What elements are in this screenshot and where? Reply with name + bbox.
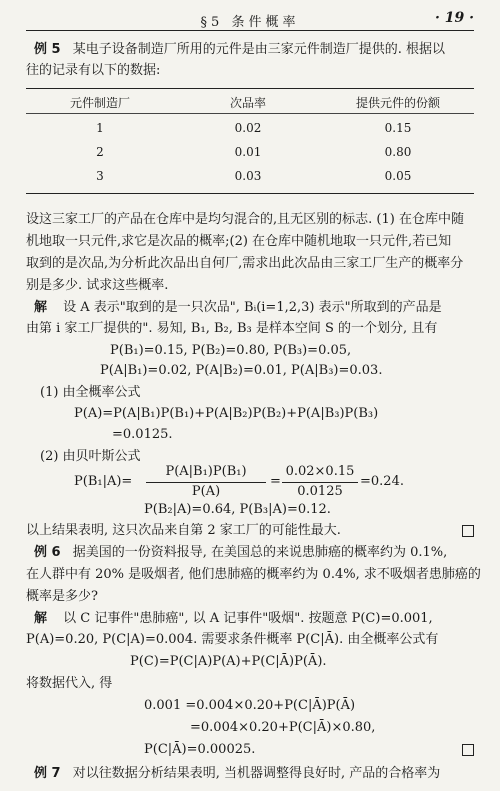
example5-intro-2: 往的记录有以下的数据:	[26, 63, 161, 78]
running-header	[26, 8, 474, 31]
example7-label: 例 7	[34, 766, 61, 781]
section-title: §5 条件概率	[200, 15, 300, 30]
example6-line1	[34, 545, 447, 561]
table-cell: 3	[96, 169, 104, 183]
equation: 0.001 =0.004×0.20+P(C|Ā)P(Ā)	[144, 698, 356, 713]
table-cell: 1	[96, 121, 104, 135]
example6-text: 据美国的一份资料报导, 在美国总的来说患肺癌的概率约为 0.1%,	[72, 545, 448, 560]
bayes-denominator-value: 0.0125	[297, 484, 343, 499]
bayes-lhs: P(B₁|A)=	[74, 474, 133, 489]
solution6-text: 以 C 记事件"患肺癌", 以 A 记事件"吸烟". 按题意 P(C)=0.001,	[63, 611, 433, 626]
table-cell: 2	[96, 145, 104, 159]
table-header-share: 提供元件的份额	[355, 96, 441, 110]
table-cell: 0.05	[384, 169, 412, 183]
table-header-defect-rate: 次品率	[229, 96, 267, 110]
table-cell: 0.03	[234, 169, 262, 183]
equals-sign: =	[270, 474, 281, 489]
example7-text: 对以往数据分析结果表明, 当机器调整得良好时, 产品的合格率为	[72, 766, 441, 781]
solution5-text: 设 A 表示"取到的是一只次品", Bᵢ(i=1,2,3) 表示"所取到的产品是	[63, 300, 442, 315]
equation: =0.0125.	[112, 427, 173, 442]
equation: =0.004×0.20+P(C|Ā)×0.80,	[190, 720, 376, 735]
bayes-numerator-value: 0.02×0.15	[285, 464, 355, 479]
page-number: · 19 ·	[435, 10, 474, 26]
solution6-line1	[34, 611, 433, 627]
bayes-denominator: P(A)	[191, 484, 221, 499]
table-header-factory: 元件制造厂	[69, 96, 131, 110]
problem-line: 取到的是次品,为分析此次品出自何厂,需求出此次品由三家工厂生产的概率分	[26, 256, 464, 271]
example5-line1	[34, 42, 445, 58]
solution6-sub-label: 将数据代入, 得	[26, 676, 113, 691]
example7-line1	[34, 766, 440, 782]
solution5-line2: 由第 i 家工厂提供的". 易知, B₁, B₂, B₃ 是样本空间 S 的一个划分, 且有	[26, 321, 438, 336]
conclusion: 以上结果表明, 这只次品来自第 2 家工厂的可能性最大.	[26, 523, 341, 538]
bayes-result: =0.24.	[360, 474, 404, 489]
data-table	[26, 88, 474, 194]
solution5-label: 解	[34, 300, 48, 315]
table-cell: 0.80	[384, 145, 412, 159]
bayes-numerator: P(A|B₁)P(B₁)	[165, 464, 247, 479]
end-of-proof-box	[462, 744, 474, 756]
fraction-bar	[282, 482, 358, 483]
table-cell: 0.02	[234, 121, 262, 135]
end-of-proof-box	[462, 525, 474, 537]
solution5-line1	[34, 300, 442, 316]
example6-label: 例 6	[34, 545, 61, 560]
table-cell: 0.15	[384, 121, 412, 135]
example5-intro-1: 某电子设备制造厂所用的元件是由三家元件制造厂提供的. 根据以	[72, 42, 445, 57]
solution6-label: 解	[34, 611, 48, 626]
equation: P(C)=P(C|A)P(A)+P(C|Ā)P(Ā).	[130, 654, 327, 669]
equation: P(B₂|A)=0.64, P(B₃|A)=0.12.	[144, 502, 331, 517]
table-header-row	[26, 89, 474, 114]
fraction-bar	[146, 482, 266, 483]
equation: P(C|Ā)=0.00025.	[144, 742, 256, 757]
table-cell: 0.01	[234, 145, 262, 159]
equation: P(A|B₁)=0.02, P(A|B₂)=0.01, P(A|B₃)=0.03.	[100, 363, 383, 378]
example6-line3: 概率是多少?	[26, 589, 98, 604]
example6-line2: 在人群中有 20% 是吸烟者, 他们患肺癌的概率约为 0.4%, 求不吸烟者患肺癌的	[26, 567, 481, 582]
problem-line: 机地取一只元件,求它是次品的概率;(2) 在仓库中随机地取一只元件,若已知	[26, 234, 452, 249]
part2-label: (2) 由贝叶斯公式	[40, 449, 141, 464]
equation: P(B₁)=0.15, P(B₂)=0.80, P(B₃)=0.05,	[110, 343, 352, 358]
problem-line: 别是多少. 试求这些概率.	[26, 278, 169, 293]
solution6-line2: P(A)=0.20, P(C|A)=0.004. 需要求条件概率 P(C|Ā). 由全概率公式有	[26, 632, 439, 647]
part1-label: (1) 由全概率公式	[40, 385, 141, 400]
problem-line: 设这三家工厂的产品在仓库中是均匀混合的,且无区别的标志. (1) 在仓库中随	[26, 212, 464, 227]
example5-label: 例 5	[34, 42, 61, 57]
equation: P(A)=P(A|B₁)P(B₁)+P(A|B₂)P(B₂)+P(A|B₃)P(B₃)	[74, 406, 379, 421]
